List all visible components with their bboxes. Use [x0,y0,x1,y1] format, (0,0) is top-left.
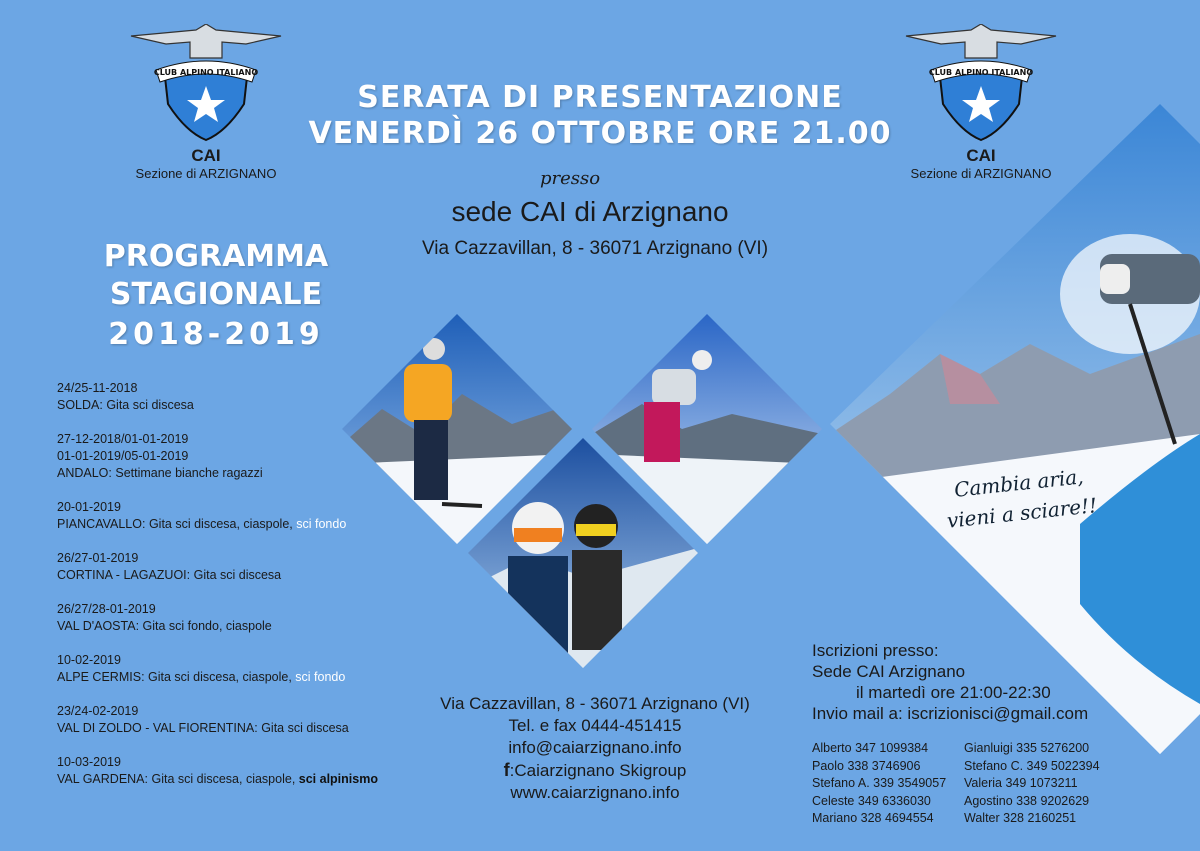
program-title [96,238,336,354]
event-place: VAL GARDENA [57,772,145,786]
event-activity: : Settimane bianche ragazzi [108,466,263,480]
phone-list [812,740,1134,828]
headline-line-2: VENERDÌ 26 OTTOBRE ORE 21.00 [308,116,892,151]
program-year: 2018-2019 [108,317,324,352]
logo-subtitle: Sezione di ARZIGNANO [135,166,277,181]
contact-phone: Tel. e fax 0444-451415 [508,716,682,735]
event-place: VAL D'AOSTA [57,619,136,633]
event-place: ANDALO [57,466,109,480]
event-activity-highlight: sci fondo [295,670,346,684]
event-item [57,754,397,788]
phone-contact: Stefano C. 349 5022394 [964,758,1100,773]
event-description [57,669,397,686]
event-date: 20-01-2019 [57,500,121,514]
phone-contact: Gianluigi 335 5276200 [964,741,1090,755]
venue-name: sede CAI di Arzignano [451,196,729,227]
event-item [57,652,397,686]
event-place: ALPE CERMIS [57,670,142,684]
headline-line-1: SERATA DI PRESENTAZIONE [357,80,843,115]
contact-website[interactable]: www.caiarzignano.info [510,783,680,802]
event-place: CORTINA - LAGAZUOI [57,568,187,582]
event-activity: : Gita sci discesa [186,568,282,582]
program-line-2: STAGIONALE [109,277,323,312]
registration-info [812,640,1088,724]
svg-text:CLUB ALPINO ITALIANO: CLUB ALPINO ITALIANO [928,68,1034,77]
event-activity: : Gita sci discesa, ciaspole, [142,517,297,531]
event-activity: : Gita sci discesa [254,721,349,735]
event-date: 01-01-2019/05-01-2019 [57,449,189,463]
contact-email[interactable]: info@caiarzignano.info [508,738,682,757]
event-description [57,567,397,584]
facebook-icon: f [503,760,510,780]
phone-contact: Paolo 338 3746906 [812,758,921,773]
event-date: 26/27/28-01-2019 [57,602,156,616]
event-activity: : Gita sci discesa, ciaspole, [141,670,296,684]
event-date: 24/25-11-2018 [57,381,138,395]
contact-block [400,693,790,804]
logo-title: CAI [191,146,221,165]
phone-contact: Walter 328 2160251 [964,811,1077,825]
phone-contact: Mariano 328 4694554 [812,811,934,825]
event-activity-highlight: sci fondo [296,517,347,531]
event-item [57,703,397,737]
presso-label: presso [540,168,601,189]
slogan-line-2: vieni a sciare!! [945,493,1099,533]
event-item [57,601,397,635]
program-line-1: PROGRAMMA [103,239,329,274]
contact-facebook[interactable] [400,759,790,782]
phone-contact: Agostino 338 9202629 [964,793,1090,808]
registration-line-2: Sede CAI Arzignano [812,662,966,681]
event-activity: : Gita sci discesa, ciaspole, [144,772,299,786]
event-description [57,771,397,788]
photo-two-skiers [468,438,698,668]
event-activity-highlight: sci alpinismo [298,772,378,786]
logo-subtitle: Sezione di ARZIGNANO [910,166,1052,181]
event-place: SOLDA [57,398,100,412]
event-description [57,618,397,635]
contact-address: Via Cazzavillan, 8 - 36071 Arzignano (VI) [440,694,750,713]
event-activity: : Gita sci fondo, ciaspole [135,619,272,633]
svg-text:CLUB ALPINO ITALIANO: CLUB ALPINO ITALIANO [153,68,259,77]
facebook-label: :Caiarzignano Skigroup [509,761,687,780]
event-date: 27-12-2018/01-01-2019 [57,432,189,446]
venue-address: Via Cazzavillan, 8 - 36071 Arzignano (VI) [421,238,769,259]
slogan-line-1: Cambia aria, [952,464,1085,502]
event-item [57,550,397,584]
phone-contact: Valeria 349 1073211 [964,776,1078,790]
registration-line-3: il martedì ore 21:00-22:30 [856,683,1051,702]
event-place: PIANCAVALLO [57,517,142,531]
event-description [57,720,397,737]
registration-line-1: Iscrizioni presso: [812,641,939,660]
event-date: 10-02-2019 [57,653,121,667]
event-date: 23/24-02-2019 [57,704,139,718]
phone-contact: Celeste 349 6336030 [812,793,931,808]
phone-contact: Stefano A. 339 3549057 [812,776,947,790]
phone-contact: Alberto 347 1099384 [812,741,929,755]
event-date: 10-03-2019 [57,755,121,769]
registration-line-4: Invio mail a: iscrizionisci@gmail.com [812,704,1089,723]
event-place: VAL DI ZOLDO - VAL FIORENTINA [57,721,255,735]
event-activity: : Gita sci discesa [99,398,194,412]
logo-title: CAI [966,146,996,165]
event-date: 26/27-01-2019 [57,551,139,565]
